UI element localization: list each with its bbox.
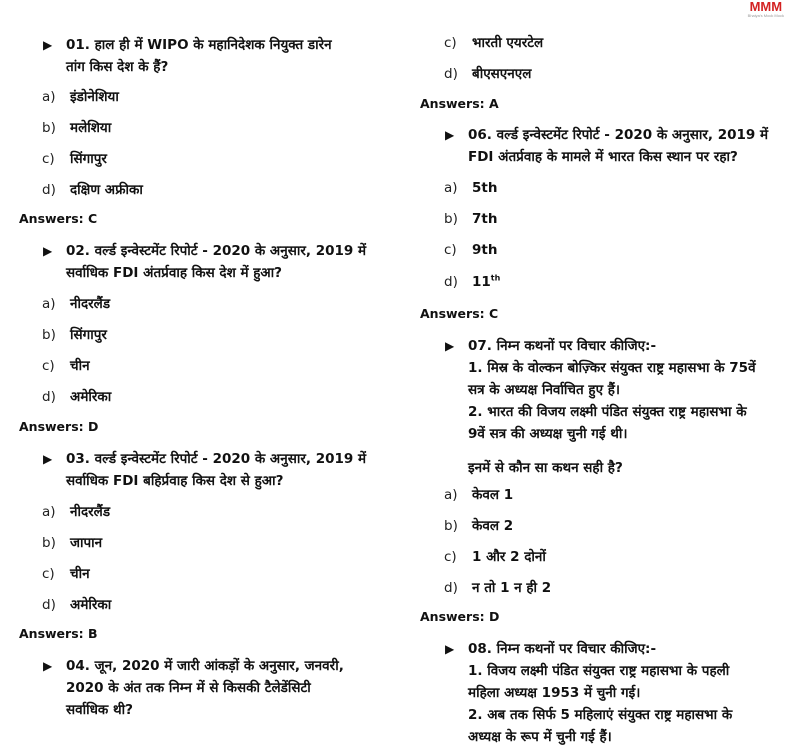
arrow-bullet-icon: ▶ (43, 659, 53, 673)
question-line: 06. वर्ल्ड इन्वेस्टमेंट रिपोर्ट - 2020 के अनुसार, 2019 में (468, 127, 769, 143)
option-d: d) अमेरिका (42, 389, 112, 405)
option-c: c) सिंगापुर (42, 151, 107, 167)
question-line: 03. वर्ल्ड इन्वेस्टमेंट रिपोर्ट - 2020 के अनुसार, 2019 में (66, 451, 367, 467)
question-line: महिला अध्यक्ष 1953 में चुनी गई। (468, 685, 641, 701)
option-d: d) बीएसएनएल (444, 66, 532, 82)
question-line: 07. निम्न कथनों पर विचार कीजिए:- (468, 338, 657, 354)
question-08 (445, 638, 733, 748)
answer-label: Answers: C (420, 306, 499, 321)
question-line: अध्यक्ष के रूप में चुनी गई हैं। (468, 729, 612, 745)
option-b: b) 7th (444, 211, 498, 227)
spacer (468, 445, 756, 457)
arrow-bullet-icon: ▶ (43, 244, 53, 258)
option-d: d) अमेरिका (42, 597, 112, 613)
option-b: b) सिंगापुर (42, 327, 107, 343)
question-line: 1. मिस्र के वोल्कन बोज़्किर संयुक्त राष्ट्र महासभा के 75वें (468, 360, 756, 376)
logo-tagline: Bhaiya's Mock Mock (747, 13, 784, 18)
arrow-bullet-icon: ▶ (445, 128, 455, 142)
question-06 (445, 124, 769, 168)
option-c: c) 9th (444, 242, 498, 258)
option-c: c) 1 और 2 दोनों (444, 549, 546, 565)
logo-mark: MMM (749, 0, 783, 14)
option-b: b) मलेशिया (42, 120, 112, 136)
arrow-bullet-icon: ▶ (43, 38, 53, 52)
option-a: a) नीदरलैंड (42, 504, 111, 520)
question-03 (43, 448, 367, 492)
question-line: 2020 के अंत तक निम्न में से किसकी टैलेडेंसिटी (66, 680, 311, 696)
question-line: इनमें से कौन सा कथन सही है? (468, 460, 623, 476)
question-line: सर्वाधिक FDI अंतर्प्रवाह किस देश में हुआ? (66, 265, 283, 281)
question-line: तांग किस देश के हैं? (66, 59, 169, 75)
ordinal-suffix: th (490, 273, 501, 283)
arrow-bullet-icon: ▶ (445, 642, 455, 656)
answer-label: Answers: D (420, 609, 500, 624)
option-a: a) केवल 1 (444, 487, 514, 503)
option-c: c) चीन (42, 566, 90, 582)
question-01 (43, 34, 332, 78)
question-line: सर्वाधिक FDI बहिर्प्रवाह किस देश से हुआ? (66, 473, 284, 489)
question-line: 04. जून, 2020 में जारी आंकड़ों के अनुसार, जनवरी, (66, 658, 344, 674)
arrow-bullet-icon: ▶ (445, 339, 455, 353)
arrow-bullet-icon: ▶ (43, 452, 53, 466)
question-line: 08. निम्न कथनों पर विचार कीजिए:- (468, 641, 657, 657)
question-line: 2. भारत की विजय लक्ष्मी पंडित संयुक्त राष्ट्र महासभा के (468, 404, 747, 420)
question-line: सत्र के अध्यक्ष निर्वाचित हुए हैं। (468, 382, 621, 398)
question-line: 2. अब तक सिर्फ 5 महिलाएं संयुक्त राष्ट्र महासभा के (468, 707, 733, 723)
logo (748, 0, 784, 18)
question-line: 02. वर्ल्ड इन्वेस्टमेंट रिपोर्ट - 2020 के अनुसार, 2019 में (66, 243, 367, 259)
question-line: FDI अंतर्प्रवाह के मामले में भारत किस स्थान पर रहा? (468, 149, 738, 165)
question-07 (445, 335, 756, 479)
option-d: d) न तो 1 न ही 2 (444, 580, 552, 596)
option-b: b) जापान (42, 535, 103, 551)
answer-label: Answers: D (19, 419, 99, 434)
option-c: c) भारती एयरटेल (444, 35, 544, 51)
question-04 (43, 655, 344, 721)
question-line: 01. हाल ही में WIPO के महानिदेशक नियुक्त डारेन (66, 37, 332, 53)
option-c: c) चीन (42, 358, 90, 374)
question-line: 1. विजय लक्ष्मी पंडित संयुक्त राष्ट्र महासभा के पहली (468, 663, 730, 679)
option-d: d) दक्षिण अफ्रीका (42, 182, 143, 198)
option-a: a) 5th (444, 180, 498, 196)
answer-label: Answers: A (420, 96, 499, 111)
option-a: a) नीदरलैंड (42, 296, 111, 312)
option-d: d) 11th (444, 273, 501, 290)
option-b: b) केवल 2 (444, 518, 514, 534)
option-a: a) इंडोनेशिया (42, 89, 119, 105)
question-line: 9वें सत्र की अध्यक्ष चुनी गई थी। (468, 426, 628, 442)
answer-label: Answers: B (19, 626, 98, 641)
question-line: सर्वाधिक थी? (66, 702, 133, 718)
question-02 (43, 240, 367, 284)
answer-label: Answers: C (19, 211, 98, 226)
